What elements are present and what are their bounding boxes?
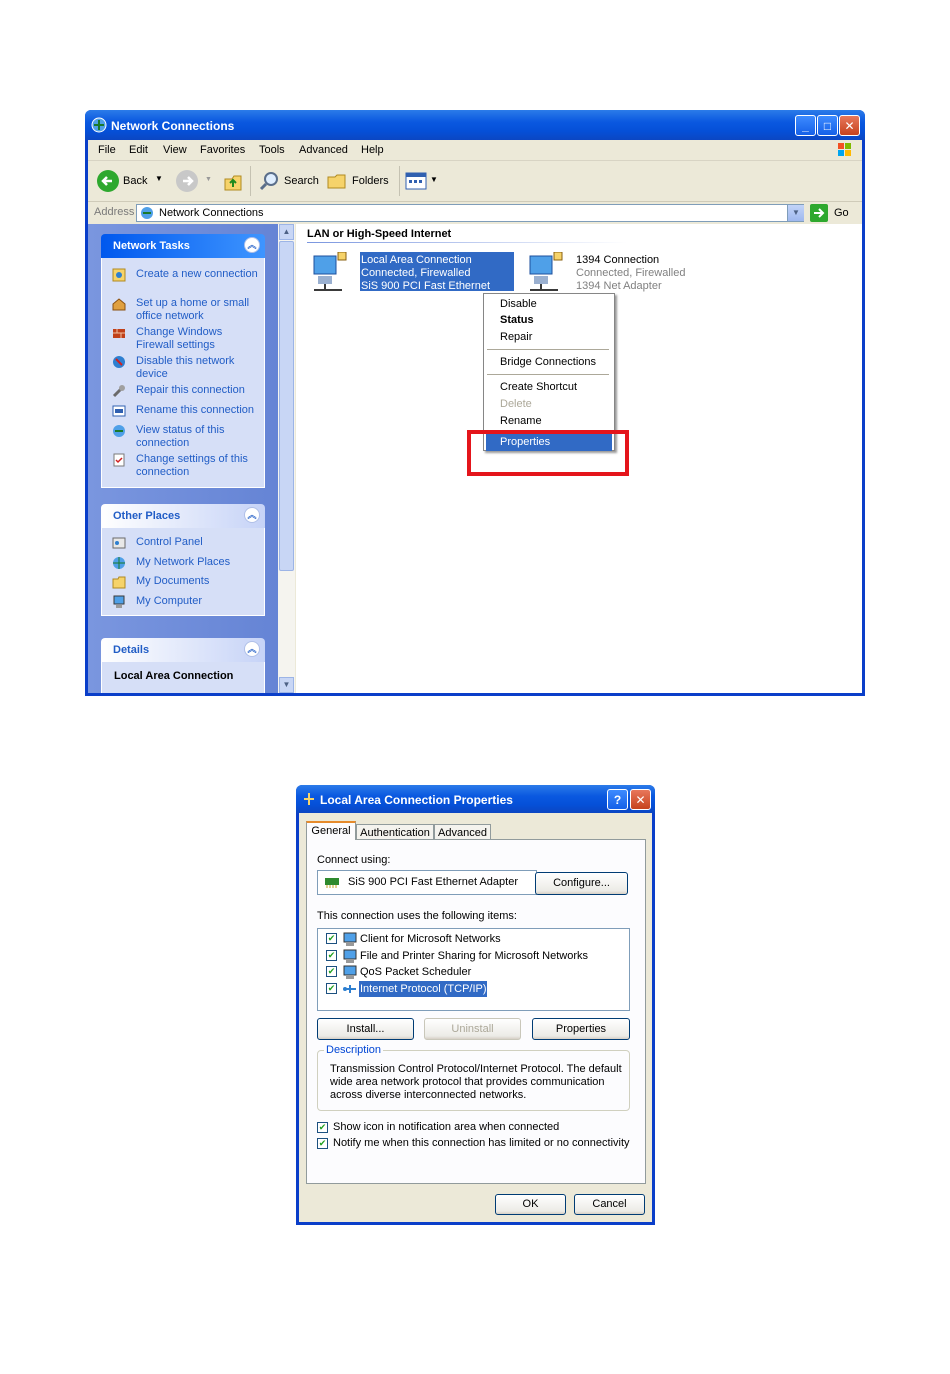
- tab-advanced[interactable]: Advanced: [434, 824, 491, 840]
- details-header[interactable]: [101, 638, 265, 662]
- close-button[interactable]: ✕: [839, 115, 860, 136]
- control-panel-icon: [112, 536, 126, 550]
- menu-item-repair[interactable]: Repair: [500, 331, 533, 343]
- menu-help[interactable]: Help: [361, 144, 384, 156]
- address-label: Address: [94, 206, 135, 218]
- forward-button[interactable]: [176, 170, 198, 192]
- network-adapter-icon: [324, 875, 340, 889]
- views-dropdown-icon: ▼: [430, 175, 438, 184]
- search-icon: [258, 170, 280, 192]
- connection-local-area[interactable]: [308, 252, 518, 304]
- other-places-heading: Other Places: [113, 510, 181, 522]
- item-properties-button[interactable]: Properties: [532, 1018, 630, 1040]
- minimize-button[interactable]: _: [795, 115, 816, 136]
- description-text: Transmission Control Protocol/Internet Protocol. The default wide area network protocol that provides communication across diverse interconnected networks.: [330, 1063, 622, 1101]
- toolbar-separator: [399, 166, 400, 196]
- my-documents-icon: [112, 575, 126, 589]
- status-icon: [112, 424, 126, 438]
- menu-item-status[interactable]: Status: [500, 314, 534, 326]
- title-bar[interactable]: [85, 110, 865, 140]
- scroll-up-icon[interactable]: ▲: [279, 224, 294, 240]
- item-checkbox[interactable]: ✔: [327, 950, 336, 960]
- address-input[interactable]: [136, 204, 804, 222]
- description-group: [317, 1044, 630, 1111]
- tab-general[interactable]: General: [306, 821, 356, 840]
- menu-item-create-shortcut[interactable]: Create Shortcut: [500, 381, 578, 393]
- folders-label: Folders: [352, 175, 389, 187]
- list-item[interactable]: ✔ File and Printer Sharing for Microsoft Networks: [327, 950, 589, 962]
- section-divider: [307, 242, 627, 243]
- adapter-field: [317, 870, 537, 895]
- folders-button[interactable]: [326, 168, 392, 194]
- properties-dialog: [296, 785, 655, 1225]
- menu-view[interactable]: View: [163, 144, 187, 156]
- context-menu: [483, 293, 615, 451]
- new-connection-icon: [112, 268, 126, 282]
- search-button[interactable]: [258, 168, 324, 194]
- uninstall-button: Uninstall: [424, 1018, 521, 1040]
- ok-button[interactable]: OK: [495, 1194, 566, 1215]
- details-item: Local Area Connection: [114, 670, 234, 682]
- scroll-thumb[interactable]: [279, 241, 294, 571]
- connection-name: 1394 Connection: [576, 254, 660, 266]
- qos-icon: [342, 964, 358, 980]
- menu-tools[interactable]: Tools: [259, 144, 285, 156]
- file-sharing-icon: [342, 948, 358, 964]
- menu-edit[interactable]: Edit: [129, 144, 148, 156]
- menu-separator: [487, 349, 609, 350]
- connection-status: Connected, Firewalled: [361, 267, 471, 279]
- connections-content: [296, 224, 862, 693]
- menu-item-disable[interactable]: Disable: [500, 298, 537, 310]
- address-dropdown-icon[interactable]: ▼: [787, 205, 804, 221]
- back-dropdown-icon[interactable]: ▼: [155, 174, 163, 183]
- help-button[interactable]: ?: [607, 789, 628, 810]
- network-tasks-header[interactable]: [101, 234, 265, 258]
- dialog-client: [299, 813, 652, 1222]
- connection-1394[interactable]: [524, 252, 704, 296]
- back-arrow-icon: [97, 170, 119, 192]
- menu-item-bridge[interactable]: Bridge Connections: [500, 356, 597, 368]
- home-network-icon: [112, 297, 126, 311]
- item-checkbox[interactable]: ✔: [327, 933, 336, 943]
- menu-item-rename[interactable]: Rename: [500, 415, 542, 427]
- back-button[interactable]: [95, 168, 167, 194]
- details-heading: Details: [113, 644, 150, 656]
- list-item[interactable]: ✔ QoS Packet Scheduler: [327, 966, 472, 978]
- maximize-button[interactable]: □: [817, 115, 838, 136]
- collapse-chevron-icon[interactable]: ︽: [244, 641, 260, 657]
- search-label: Search: [284, 175, 319, 187]
- highlight-box: [467, 430, 629, 476]
- settings-document-icon: [112, 453, 126, 467]
- client-icon: [342, 931, 358, 947]
- menu-advanced[interactable]: Advanced: [299, 144, 348, 156]
- network-connections-window: [85, 110, 865, 696]
- show-icon-option[interactable]: [317, 1121, 637, 1135]
- forward-dropdown-icon[interactable]: ▼: [205, 176, 212, 183]
- network-places-icon: [112, 556, 126, 570]
- task-pane-scrollbar[interactable]: [278, 224, 295, 693]
- other-places-panel: Control Panel My Network Places My Documents My Computer: [101, 528, 265, 616]
- views-icon: [405, 171, 427, 191]
- notify-option[interactable]: [317, 1137, 637, 1151]
- menu-bar: [88, 140, 862, 161]
- notify-checkbox[interactable]: ✔: [318, 1138, 327, 1148]
- other-places-header[interactable]: [101, 504, 265, 528]
- network-connections-small-icon: [140, 206, 154, 220]
- notify-label: Notify me when this connection has limited or no connectivity: [333, 1137, 630, 1149]
- tab-authentication[interactable]: Authentication: [356, 824, 434, 840]
- toolbar: [88, 161, 862, 202]
- menu-separator: [487, 374, 609, 375]
- address-value: Network Connections: [159, 207, 264, 219]
- details-panel: [101, 662, 265, 693]
- connection-device: SiS 900 PCI Fast Ethernet Ada...: [361, 280, 491, 304]
- components-list[interactable]: [317, 928, 630, 1011]
- network-tasks-panel: Create a new connection Set up a home or small office network Change Windows Firewall settings Disable this network device Repair this connection Rename this connection View status of this connection Change settings of this connection: [101, 258, 265, 488]
- section-heading: LAN or High-Speed Internet: [307, 228, 452, 240]
- back-label: Back: [123, 175, 148, 187]
- adapter-name: SiS 900 PCI Fast Ethernet Adapter: [348, 876, 518, 888]
- scroll-down-icon[interactable]: ▼: [279, 677, 294, 693]
- protocol-icon: [342, 981, 358, 997]
- address-bar: [88, 202, 862, 224]
- go-arrow-icon: [810, 204, 828, 222]
- connection-status: Connected, Firewalled: [576, 267, 686, 279]
- item-checkbox[interactable]: ✔: [327, 983, 336, 993]
- 1394-connection-icon: [524, 252, 564, 292]
- menu-item-delete: Delete: [500, 398, 532, 410]
- firewall-icon: [112, 326, 126, 340]
- configure-button[interactable]: Configure...: [535, 872, 628, 895]
- item-checkbox[interactable]: ✔: [327, 966, 336, 976]
- list-item[interactable]: ✔ Internet Protocol (TCP/IP): [327, 983, 487, 995]
- general-tab-page: [306, 839, 646, 1184]
- window-title: Network Connections: [111, 119, 235, 133]
- show-icon-label: Show icon in notification area when connected: [333, 1121, 560, 1133]
- go-button[interactable]: [810, 204, 854, 222]
- wrench-icon: [112, 384, 126, 398]
- go-label: Go: [834, 207, 849, 219]
- lan-connection-icon: [308, 252, 348, 292]
- dialog-title: Local Area Connection Properties: [320, 793, 513, 807]
- connection-icon: [302, 792, 316, 806]
- description-label: Description: [326, 1044, 382, 1056]
- views-button[interactable]: [405, 170, 439, 192]
- up-folder-button[interactable]: [222, 170, 244, 192]
- collapse-chevron-icon[interactable]: ︽: [244, 507, 260, 523]
- rename-icon: [112, 404, 126, 418]
- folders-icon: [326, 171, 348, 191]
- connection-device: 1394 Net Adapter: [576, 280, 662, 292]
- network-tasks-heading: Network Tasks: [113, 240, 190, 252]
- show-icon-checkbox[interactable]: ✔: [318, 1122, 327, 1132]
- connection-name: Local Area Connection: [361, 254, 472, 266]
- task-pane: [88, 224, 278, 693]
- list-item[interactable]: ✔ Client for Microsoft Networks: [327, 933, 501, 945]
- disable-device-icon: [112, 355, 126, 369]
- connect-using-label: Connect using:: [317, 854, 391, 866]
- items-label: This connection uses the following items:: [317, 910, 517, 922]
- collapse-chevron-icon[interactable]: ︽: [244, 237, 260, 253]
- window-client: [88, 140, 862, 693]
- dialog-close-button[interactable]: ✕: [630, 789, 651, 810]
- cancel-button[interactable]: Cancel: [574, 1194, 645, 1215]
- install-button[interactable]: Install...: [317, 1018, 414, 1040]
- windows-logo-icon: [834, 141, 856, 159]
- my-computer-icon: [112, 595, 126, 609]
- menu-favorites[interactable]: Favorites: [200, 144, 246, 156]
- dialog-title-bar[interactable]: [296, 785, 655, 813]
- menu-item-properties-label: Properties: [500, 436, 551, 448]
- network-connections-icon: [91, 117, 107, 133]
- menu-file[interactable]: File: [98, 144, 116, 156]
- toolbar-separator: [250, 166, 251, 196]
